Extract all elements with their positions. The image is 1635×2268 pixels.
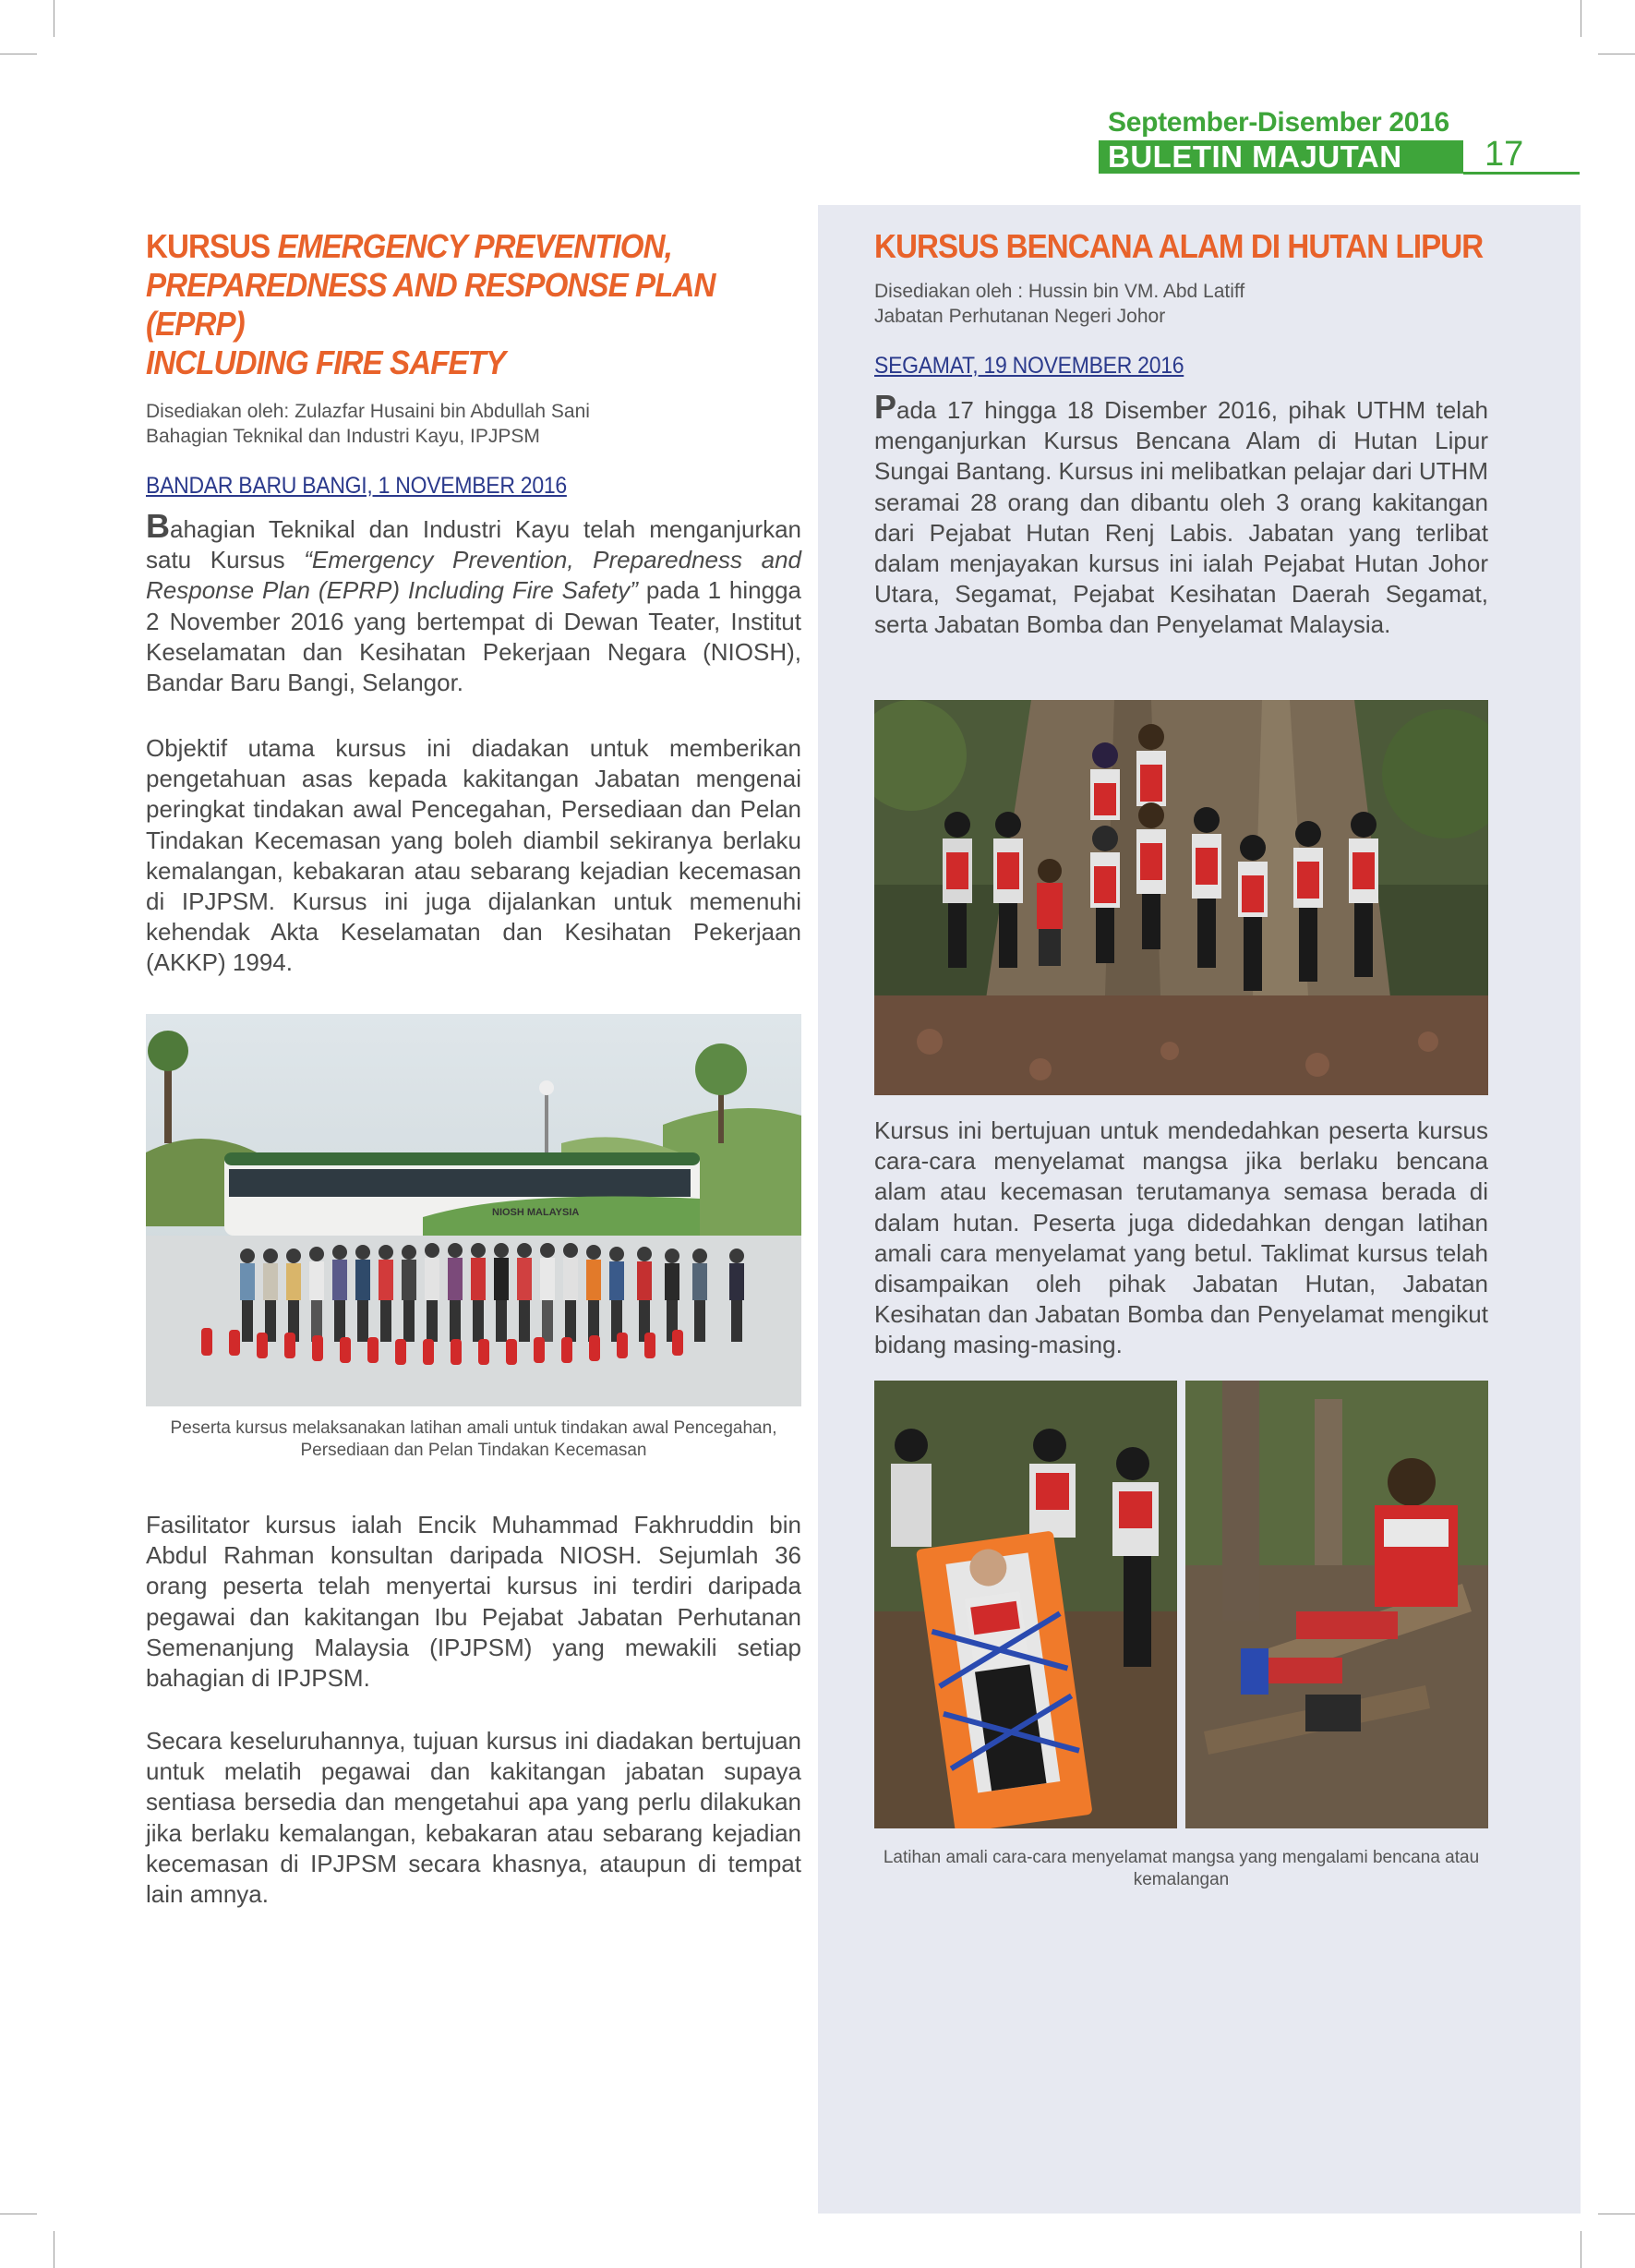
right-dateline	[874, 353, 1488, 380]
caption-line-2: kemalangan	[1133, 1870, 1230, 1889]
left-paragraph-2: Objektif utama kursus ini diadakan untuk memberikan pengetahuan asas kepada kakitangan Jabatan mengenai peringkat tindakan awal Pencegahan, Persediaan dan Pelan Tindakan Kecemasan yang boleh diambil sekiranya berlaku kemalangan, kebakaran atau sebarang kejadian kecemasan di IPJPSM. Kursus ini juga dijalankan untuk memenuhi kehendak Akta Keselamatan dan Kesihatan Pekerjaan (AKKP) 1994.	[146, 734, 801, 977]
byline-dept: Bahagian Teknikal dan Industri Kayu, IPJPSM	[146, 426, 540, 447]
drop-cap: B	[146, 507, 170, 545]
right-paragraph-1	[874, 388, 1488, 641]
injured-person-illustration	[1185, 1381, 1488, 1828]
dateline-text: BANDAR BARU BANGI, 1 NOVEMBER 2016	[146, 473, 567, 499]
drop-cap: P	[874, 388, 897, 426]
left-dateline	[146, 473, 792, 500]
right-byline	[874, 279, 1488, 329]
p1-text: ada 17 hingga 18 Disember 2016, pihak UTHM telah menganjurkan Kursus Bencana Alam di Hutan Lipur Sungai Bantang. Kursus ini melibatkan pelajar dari UTHM seramai 28 orang dan dibantu oleh 3 orang kakitangan dari Pejabat Hutan Renj Labis. Jabatan yang terlibat dalam menjayakan kursus ini ialah Pejabat Hutan Johor Utara, Segamat, Pejabat Kesihatan Daerah Segamat, serta Jabatan Bomba dan Penyelamat Malaysia.	[874, 396, 1488, 639]
right-article-title: KURSUS BENCANA ALAM DI HUTAN LIPUR	[874, 227, 1484, 265]
title-plain: KURSUS	[146, 227, 278, 265]
right-photo-caption	[874, 1847, 1488, 1891]
left-paragraph-1	[146, 507, 801, 698]
title-italic-line-2: PREPAREDNESS AND RESPONSE PLAN (EPRP)	[146, 266, 715, 343]
title-italic-line-3: INCLUDING FIRE SAFETY	[146, 344, 506, 381]
left-paragraph-3: Fasilitator kursus ialah Encik Muhammad Fakhruddin bin Abdul Rahman konsultan daripada NIOSH. Sejumlah 36 orang peserta telah menyertai kursus ini terdiri daripada pegawai dan kakitangan Ibu Pejabat Jabatan Perhutanan Semenanjung Malaysia (IPJPSM) yang mewakili setiap bahagian di IPJPSM.	[146, 1511, 801, 1693]
bus-lettering: NIOSH MALAYSIA	[492, 1207, 580, 1218]
p1-text-b: pada 1 hingga 2 November 2016 yang bertempat di Dewan Teater, Institut Keselamatan dan Kesihatan Pekerjaan Negara (NIOSH), Bandar Baru Bangi, Selangor.	[146, 576, 801, 697]
byline-dept: Jabatan Perhutanan Negeri Johor	[874, 306, 1166, 327]
p1-text-a: ahagian Teknikal dan Industri Kayu telah menganjurkan satu Kursus	[146, 515, 801, 574]
caption-line-2: Persediaan dan Pelan Tindakan Kecemasan	[300, 1441, 647, 1460]
group-photo-illustration	[146, 1014, 801, 1406]
left-photo-caption	[146, 1418, 801, 1462]
right-article	[874, 227, 1488, 329]
group-photo-bus	[146, 1014, 801, 1406]
dateline-text: SEGAMAT, 19 NOVEMBER 2016	[874, 353, 1184, 379]
issue-period: September-Disember 2016	[1108, 107, 1449, 138]
forest-photo-illustration	[874, 700, 1488, 1095]
forest-group-photo	[874, 700, 1488, 1095]
left-article	[146, 227, 801, 449]
left-article-title	[146, 227, 797, 382]
left-paragraph-4: Secara keseluruhannya, tujuan kursus ini diadakan bertujuan untuk melatih pegawai dan kakitangan jabatan supaya sentiasa bersedia dan mengetahui apa yang perlu dilakukan jika berlaku kemalangan, kebakaran atau sebarang kejadian kecemasan di IPJPSM secara khasnya, ataupun di tempat lain amnya.	[146, 1727, 801, 1909]
bulletin-title: BULETIN MAJUTAN	[1108, 139, 1402, 174]
right-paragraph-2: Kursus ini bertujuan untuk mendedahkan peserta kursus cara-cara menyelamat mangsa jika berlaku bencana alam atau kecemasan terutamanya semasa berada di dalam hutan. Peserta juga didedahkan dengan latihan amali cara menyelamat yang betul. Taklimat kursus telah disampaikan oleh pihak Jabatan Hutan, Jabatan Kesihatan dan Jabatan Bomba dan Penyelamat mengikut bidang masing-masing.	[874, 1116, 1488, 1359]
left-byline	[146, 399, 801, 449]
stretcher-rescue-photo	[874, 1381, 1177, 1828]
byline-author: Disediakan oleh : Hussin bin VM. Abd Latiff	[874, 281, 1245, 302]
caption-line-1: Latihan amali cara-cara menyelamat mangsa yang mengalami bencana atau	[883, 1848, 1480, 1867]
injured-person-photo	[1185, 1381, 1488, 1828]
caption-line-1: Peserta kursus melaksanakan latihan amali untuk tindakan awal Pencegahan,	[170, 1418, 777, 1438]
page-number: 17	[1485, 135, 1524, 174]
p1-course-name: “Emergency Prevention, Preparedness and Response Plan (EPRP) Including Fire Safety”	[146, 546, 801, 605]
byline-author: Disediakan oleh: Zulazfar Husaini bin Abdullah Sani	[146, 401, 590, 422]
stretcher-illustration	[874, 1381, 1177, 1828]
title-italic-line-1: EMERGENCY PREVENTION,	[277, 227, 672, 265]
